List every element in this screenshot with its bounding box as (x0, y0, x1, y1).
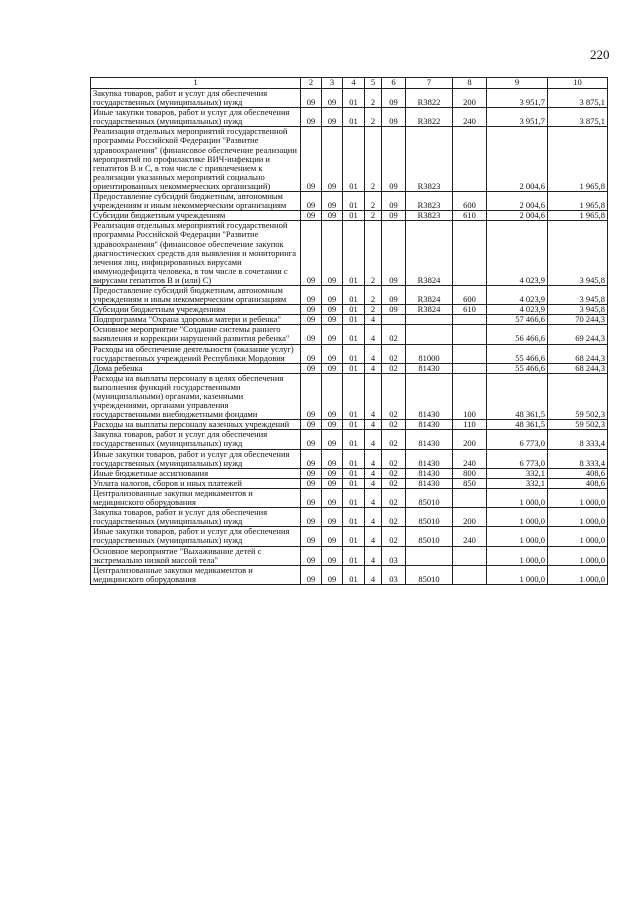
row-name-cell: Предоставление субсидий бюджетным, автономным учреждениям и иным некоммерческим организациям (91, 192, 301, 211)
table-row (91, 344, 608, 363)
row-code-cell-c8: 240 (453, 449, 487, 468)
row-code-cell-c5: 4 (365, 315, 382, 325)
row-code-cell-c5: 2 (365, 192, 382, 211)
row-name-cell: Субсидии бюджетным учреждениям (91, 305, 301, 315)
table-body (91, 89, 608, 585)
row-code-cell-c6: 02 (382, 325, 406, 344)
row-code-cell-c3: 09 (322, 285, 343, 304)
row-code-cell-c6: 02 (382, 430, 406, 449)
row-code-cell-c9: 55 466,6 (487, 344, 548, 363)
row-code-cell-c6: 02 (382, 527, 406, 546)
table-row (91, 508, 608, 527)
row-name-cell: Расходы на обеспечение деятельности (оказание услуг) государственных учреждений Республики Мордовия (91, 344, 301, 363)
row-code-cell-c5: 2 (365, 89, 382, 108)
row-code-cell-c9: 1 000,0 (487, 527, 548, 546)
row-code-cell-c2: 09 (301, 478, 322, 488)
row-code-cell-c4: 01 (343, 192, 365, 211)
row-code-cell-c6: 09 (382, 89, 406, 108)
row-code-cell-c4: 01 (343, 325, 365, 344)
row-code-cell-c7: 81430 (406, 468, 453, 478)
column-header: 1 (91, 78, 301, 89)
row-code-cell-c4: 01 (343, 285, 365, 304)
row-name-cell: Централизованные закупки медикаментов и медицинского оборудования (91, 565, 301, 584)
row-name-cell: Дома ребенка (91, 363, 301, 373)
row-code-cell-c9: 1 000,0 (487, 546, 548, 565)
table-row (91, 420, 608, 430)
row-code-cell-c7: 85010 (406, 488, 453, 507)
row-code-cell-c10: 1 000,0 (548, 546, 608, 565)
row-code-cell-c9: 1 000,0 (487, 565, 548, 584)
row-code-cell-c2: 09 (301, 565, 322, 584)
row-code-cell-c7: R3824 (406, 305, 453, 315)
row-code-cell-c3: 09 (322, 565, 343, 584)
row-code-cell-c4: 01 (343, 315, 365, 325)
row-code-cell-c5: 4 (365, 344, 382, 363)
row-code-cell-c10: 3 875,1 (548, 108, 608, 127)
row-code-cell-c9: 4 023,9 (487, 221, 548, 286)
row-code-cell-c3: 09 (322, 211, 343, 221)
table-row (91, 305, 608, 315)
row-code-cell-c4: 01 (343, 488, 365, 507)
row-code-cell-c5: 4 (365, 468, 382, 478)
table-row (91, 527, 608, 546)
row-code-cell-c6: 02 (382, 478, 406, 488)
column-header: 9 (487, 78, 548, 89)
row-code-cell-c10: 1 000,0 (548, 527, 608, 546)
row-code-cell-c4: 01 (343, 344, 365, 363)
row-code-cell-c3: 09 (322, 420, 343, 430)
row-code-cell-c2: 09 (301, 108, 322, 127)
row-code-cell-c3: 09 (322, 221, 343, 286)
row-code-cell-c4: 01 (343, 449, 365, 468)
row-code-cell-c5: 4 (365, 527, 382, 546)
row-code-cell-c7: 81430 (406, 363, 453, 373)
row-code-cell-c2: 09 (301, 344, 322, 363)
row-name-cell: Иные закупки товаров, работ и услуг для обеспечения государственных (муниципальных) нужд (91, 449, 301, 468)
row-code-cell-c3: 09 (322, 344, 343, 363)
row-code-cell-c2: 09 (301, 315, 322, 325)
row-code-cell-c5: 4 (365, 565, 382, 584)
row-code-cell-c9: 2 004,6 (487, 211, 548, 221)
table-row (91, 373, 608, 419)
row-code-cell-c5: 4 (365, 478, 382, 488)
row-code-cell-c4: 01 (343, 211, 365, 221)
row-code-cell-c3: 09 (322, 315, 343, 325)
row-code-cell-c10: 59 502,3 (548, 420, 608, 430)
row-code-cell-c10: 59 502,3 (548, 373, 608, 419)
row-code-cell-c9: 4 023,9 (487, 305, 548, 315)
column-header: 3 (322, 78, 343, 89)
row-code-cell-c7 (406, 325, 453, 344)
row-code-cell-c7: R3822 (406, 89, 453, 108)
row-code-cell-c8 (453, 325, 487, 344)
row-code-cell-c8 (453, 363, 487, 373)
row-code-cell-c6: 09 (382, 285, 406, 304)
row-code-cell-c6: 02 (382, 508, 406, 527)
row-code-cell-c7: 85010 (406, 565, 453, 584)
row-code-cell-c2: 09 (301, 430, 322, 449)
row-code-cell-c4: 01 (343, 127, 365, 192)
row-code-cell-c6: 09 (382, 305, 406, 315)
row-code-cell-c8: 610 (453, 211, 487, 221)
row-code-cell-c4: 01 (343, 89, 365, 108)
row-code-cell-c4: 01 (343, 565, 365, 584)
row-code-cell-c8: 110 (453, 420, 487, 430)
row-code-cell-c7: 81430 (406, 478, 453, 488)
row-code-cell-c5: 4 (365, 420, 382, 430)
row-code-cell-c8 (453, 344, 487, 363)
row-code-cell-c7: 81000 (406, 344, 453, 363)
row-code-cell-c7: R3823 (406, 127, 453, 192)
table-row (91, 363, 608, 373)
row-code-cell-c2: 09 (301, 325, 322, 344)
table-row (91, 449, 608, 468)
row-code-cell-c6: 02 (382, 344, 406, 363)
row-code-cell-c2: 09 (301, 285, 322, 304)
row-code-cell-c5: 2 (365, 127, 382, 192)
row-code-cell-c7: 81430 (406, 420, 453, 430)
table-row (91, 192, 608, 211)
row-code-cell-c6: 02 (382, 420, 406, 430)
row-code-cell-c4: 01 (343, 468, 365, 478)
row-code-cell-c5: 2 (365, 211, 382, 221)
row-name-cell: Субсидии бюджетным учреждениям (91, 211, 301, 221)
row-code-cell-c8 (453, 315, 487, 325)
row-name-cell: Расходы на выплаты персоналу казенных учреждений (91, 420, 301, 430)
row-name-cell: Реализация отдельных мероприятий государственной программы Российской Федерации "Развитие здравоохранения" (финансовое обеспечение закупок диагностических средств для выявления и мониторинга лечения лиц, инфицированных вирусами иммунодефицита человека, в том числе в сочетании с вирусами гепатитов В и (или) С) (91, 221, 301, 286)
row-code-cell-c3: 09 (322, 546, 343, 565)
row-code-cell-c7: 81430 (406, 430, 453, 449)
row-name-cell: Закупка товаров, работ и услуг для обеспечения государственных (муниципальных) нужд (91, 89, 301, 108)
row-name-cell: Расходы на выплаты персоналу в целях обеспечения выполнения функций государственными (муниципальными) органами, казенными учреждениями, органами управления государственными внебюджетными фондами (91, 373, 301, 419)
row-code-cell-c8 (453, 221, 487, 286)
row-code-cell-c2: 09 (301, 508, 322, 527)
table-row (91, 325, 608, 344)
row-code-cell-c4: 01 (343, 305, 365, 315)
table-row (91, 546, 608, 565)
row-name-cell: Иные закупки товаров, работ и услуг для обеспечения государственных (муниципальных) нужд (91, 527, 301, 546)
row-code-cell-c8: 600 (453, 285, 487, 304)
row-code-cell-c6: 09 (382, 192, 406, 211)
row-code-cell-c9: 3 951,7 (487, 108, 548, 127)
row-name-cell: Иные бюджетные ассигнования (91, 468, 301, 478)
row-code-cell-c3: 09 (322, 373, 343, 419)
row-code-cell-c9: 1 000,0 (487, 488, 548, 507)
row-code-cell-c9: 55 466,6 (487, 363, 548, 373)
row-code-cell-c10: 68 244,3 (548, 363, 608, 373)
row-code-cell-c5: 4 (365, 373, 382, 419)
row-code-cell-c10: 3 945,8 (548, 305, 608, 315)
row-name-cell: Иные закупки товаров, работ и услуг для обеспечения государственных (муниципальных) нужд (91, 108, 301, 127)
row-code-cell-c7: R3824 (406, 221, 453, 286)
row-code-cell-c8 (453, 565, 487, 584)
row-code-cell-c5: 4 (365, 488, 382, 507)
row-name-cell: Централизованные закупки медикаментов и медицинского оборудования (91, 488, 301, 507)
row-code-cell-c7: 81430 (406, 449, 453, 468)
row-code-cell-c5: 2 (365, 305, 382, 315)
row-code-cell-c6: 02 (382, 363, 406, 373)
row-code-cell-c3: 09 (322, 363, 343, 373)
row-code-cell-c3: 09 (322, 127, 343, 192)
row-code-cell-c7: 85010 (406, 527, 453, 546)
row-code-cell-c10: 1 965,8 (548, 127, 608, 192)
row-name-cell: Уплата налогов, сборов и иных платежей (91, 478, 301, 488)
row-code-cell-c9: 2 004,6 (487, 192, 548, 211)
row-code-cell-c8 (453, 546, 487, 565)
row-code-cell-c7 (406, 546, 453, 565)
row-code-cell-c8: 800 (453, 468, 487, 478)
row-code-cell-c10: 3 945,8 (548, 285, 608, 304)
row-code-cell-c2: 09 (301, 527, 322, 546)
row-code-cell-c4: 01 (343, 508, 365, 527)
row-code-cell-c9: 6 773,0 (487, 449, 548, 468)
row-code-cell-c3: 09 (322, 468, 343, 478)
table-row (91, 430, 608, 449)
row-code-cell-c9: 332,1 (487, 468, 548, 478)
row-code-cell-c4: 01 (343, 221, 365, 286)
row-code-cell-c4: 01 (343, 373, 365, 419)
row-code-cell-c6 (382, 315, 406, 325)
header-row (91, 78, 608, 89)
row-code-cell-c9: 56 466,6 (487, 325, 548, 344)
row-code-cell-c9: 57 466,6 (487, 315, 548, 325)
row-code-cell-c10: 3 945,8 (548, 221, 608, 286)
row-code-cell-c10: 1 965,8 (548, 192, 608, 211)
row-code-cell-c6: 09 (382, 211, 406, 221)
row-code-cell-c10: 408,6 (548, 478, 608, 488)
row-code-cell-c3: 09 (322, 488, 343, 507)
row-code-cell-c8: 200 (453, 430, 487, 449)
row-code-cell-c4: 01 (343, 527, 365, 546)
row-code-cell-c8: 240 (453, 108, 487, 127)
row-code-cell-c6: 02 (382, 468, 406, 478)
row-code-cell-c9: 3 951,7 (487, 89, 548, 108)
table-row (91, 221, 608, 286)
row-code-cell-c6: 09 (382, 221, 406, 286)
row-code-cell-c4: 01 (343, 430, 365, 449)
table-row (91, 315, 608, 325)
row-code-cell-c10: 8 333,4 (548, 430, 608, 449)
row-code-cell-c7: R3823 (406, 211, 453, 221)
row-code-cell-c3: 09 (322, 508, 343, 527)
row-code-cell-c7: 81430 (406, 373, 453, 419)
row-code-cell-c6: 09 (382, 127, 406, 192)
row-code-cell-c2: 09 (301, 305, 322, 315)
row-code-cell-c2: 09 (301, 211, 322, 221)
row-code-cell-c5: 4 (365, 430, 382, 449)
column-header: 4 (343, 78, 365, 89)
row-code-cell-c2: 09 (301, 127, 322, 192)
row-code-cell-c9: 2 004,6 (487, 127, 548, 192)
row-code-cell-c7 (406, 315, 453, 325)
table-row (91, 565, 608, 584)
row-code-cell-c5: 4 (365, 546, 382, 565)
row-code-cell-c5: 4 (365, 363, 382, 373)
row-code-cell-c10: 69 244,3 (548, 325, 608, 344)
row-code-cell-c7: R3824 (406, 285, 453, 304)
row-code-cell-c8: 200 (453, 508, 487, 527)
table-row (91, 468, 608, 478)
row-code-cell-c9: 48 361,5 (487, 420, 548, 430)
row-code-cell-c10: 1 000,0 (548, 488, 608, 507)
row-code-cell-c4: 01 (343, 478, 365, 488)
row-code-cell-c10: 408,6 (548, 468, 608, 478)
row-code-cell-c8 (453, 127, 487, 192)
row-code-cell-c5: 2 (365, 221, 382, 286)
row-name-cell: Предоставление субсидий бюджетным, автономным учреждениям и иным некоммерческим организациям (91, 285, 301, 304)
row-code-cell-c2: 09 (301, 546, 322, 565)
row-code-cell-c5: 4 (365, 508, 382, 527)
row-code-cell-c9: 6 773,0 (487, 430, 548, 449)
row-code-cell-c2: 09 (301, 468, 322, 478)
row-code-cell-c2: 09 (301, 449, 322, 468)
row-code-cell-c10: 1 000,0 (548, 508, 608, 527)
column-header: 7 (406, 78, 453, 89)
row-code-cell-c10: 3 875,1 (548, 89, 608, 108)
column-header: 10 (548, 78, 608, 89)
row-code-cell-c5: 2 (365, 108, 382, 127)
budget-table (90, 77, 608, 585)
row-code-cell-c6: 02 (382, 373, 406, 419)
row-code-cell-c10: 70 244,3 (548, 315, 608, 325)
table-row (91, 127, 608, 192)
row-code-cell-c8 (453, 488, 487, 507)
row-name-cell: Подпрограмма "Охрана здоровья матери и ребенка" (91, 315, 301, 325)
row-code-cell-c3: 09 (322, 192, 343, 211)
row-code-cell-c8: 100 (453, 373, 487, 419)
row-code-cell-c8: 240 (453, 527, 487, 546)
row-code-cell-c4: 01 (343, 420, 365, 430)
row-code-cell-c9: 332,1 (487, 478, 548, 488)
row-code-cell-c3: 09 (322, 430, 343, 449)
row-code-cell-c3: 09 (322, 305, 343, 315)
table-row (91, 211, 608, 221)
column-header: 2 (301, 78, 322, 89)
row-code-cell-c9: 4 023,9 (487, 285, 548, 304)
row-code-cell-c2: 09 (301, 192, 322, 211)
column-header: 5 (365, 78, 382, 89)
row-code-cell-c6: 03 (382, 565, 406, 584)
table-row (91, 285, 608, 304)
row-code-cell-c3: 09 (322, 325, 343, 344)
row-code-cell-c5: 4 (365, 449, 382, 468)
row-code-cell-c10: 68 244,3 (548, 344, 608, 363)
row-code-cell-c2: 09 (301, 89, 322, 108)
row-code-cell-c7: R3823 (406, 192, 453, 211)
column-header: 8 (453, 78, 487, 89)
row-name-cell: Основное мероприятие "Выхаживание детей с экстремально низкой массой тела" (91, 546, 301, 565)
row-code-cell-c2: 09 (301, 373, 322, 419)
row-name-cell: Основное мероприятие "Создание системы раннего выявления и коррекции нарушений развития ребенка" (91, 325, 301, 344)
row-code-cell-c9: 1 000,0 (487, 508, 548, 527)
row-code-cell-c7: 85010 (406, 508, 453, 527)
table-row (91, 478, 608, 488)
row-code-cell-c8: 600 (453, 192, 487, 211)
row-code-cell-c4: 01 (343, 363, 365, 373)
table-row (91, 89, 608, 108)
row-name-cell: Реализация отдельных мероприятий государственной программы Российской Федерации "Развитие здравоохранения" (финансовое обеспечение реализации мероприятий по профилактике ВИЧ-инфекции и гепатитов В и С, в том числе с привлечением к реализации указанных мероприятий социально ориентированных некоммерческих организаций) (91, 127, 301, 192)
row-code-cell-c2: 09 (301, 488, 322, 507)
row-code-cell-c8: 200 (453, 89, 487, 108)
row-code-cell-c6: 09 (382, 108, 406, 127)
row-code-cell-c8: 610 (453, 305, 487, 315)
table-row (91, 488, 608, 507)
row-code-cell-c10: 1 000,0 (548, 565, 608, 584)
row-code-cell-c6: 02 (382, 449, 406, 468)
row-code-cell-c9: 48 361,5 (487, 373, 548, 419)
row-code-cell-c3: 09 (322, 478, 343, 488)
row-code-cell-c10: 8 333,4 (548, 449, 608, 468)
row-code-cell-c3: 09 (322, 89, 343, 108)
row-code-cell-c2: 09 (301, 363, 322, 373)
row-code-cell-c2: 09 (301, 420, 322, 430)
row-name-cell: Закупка товаров, работ и услуг для обеспечения государственных (муниципальных) нужд (91, 430, 301, 449)
row-code-cell-c4: 01 (343, 546, 365, 565)
row-code-cell-c8: 850 (453, 478, 487, 488)
row-code-cell-c3: 09 (322, 527, 343, 546)
page-number: 220 (590, 47, 610, 62)
table-row (91, 108, 608, 127)
row-code-cell-c5: 4 (365, 325, 382, 344)
row-name-cell: Закупка товаров, работ и услуг для обеспечения государственных (муниципальных) нужд (91, 508, 301, 527)
row-code-cell-c6: 03 (382, 546, 406, 565)
row-code-cell-c4: 01 (343, 108, 365, 127)
row-code-cell-c7: R3822 (406, 108, 453, 127)
row-code-cell-c10: 1 965,8 (548, 211, 608, 221)
row-code-cell-c2: 09 (301, 221, 322, 286)
row-code-cell-c3: 09 (322, 449, 343, 468)
column-header: 6 (382, 78, 406, 89)
row-code-cell-c3: 09 (322, 108, 343, 127)
row-code-cell-c5: 2 (365, 285, 382, 304)
row-code-cell-c6: 02 (382, 488, 406, 507)
